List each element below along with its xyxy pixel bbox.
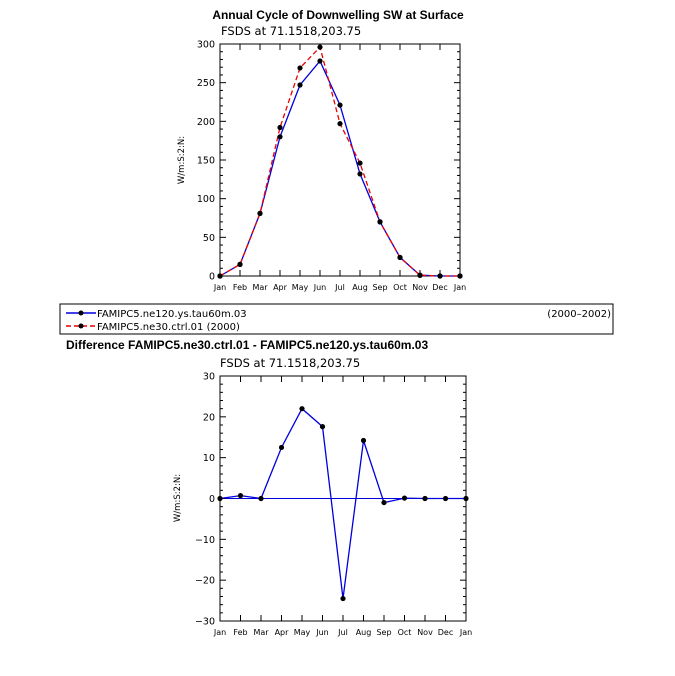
y-tick-label: 300: [196, 39, 215, 51]
legend-marker-2: [79, 324, 84, 329]
chart-marks: [195, 372, 472, 638]
y-tick-label: 100: [196, 194, 215, 206]
legend-entry-1: [66, 309, 611, 320]
y-axis-label: W/m:S:2:N:: [177, 135, 187, 185]
x-tick-label: Jun: [313, 283, 327, 292]
legend-label-1: FAMIPC5.ne120.ys.tau60m.03: [97, 309, 247, 320]
data-point-series-1: [381, 500, 386, 505]
x-tick-label: Sep: [376, 628, 392, 637]
x-tick-label: May: [291, 283, 309, 292]
series-line-1: [220, 61, 460, 276]
data-point-series-1: [317, 58, 322, 63]
x-tick-label: Jul: [338, 628, 348, 637]
data-point-series-1: [299, 406, 304, 411]
data-point-series-2: [357, 160, 362, 165]
y-tick-label: 20: [202, 412, 215, 424]
x-tick-label: Apr: [274, 628, 289, 637]
x-tick-label: Aug: [355, 628, 372, 637]
data-point-series-1: [279, 445, 284, 450]
data-point-series-2: [297, 65, 302, 70]
data-point-series-1: [238, 493, 243, 498]
y-tick-label: 50: [202, 232, 215, 244]
x-tick-label: May: [293, 628, 311, 637]
y-tick-label: −10: [194, 534, 215, 546]
x-tick-label: Jan: [459, 628, 473, 637]
legend-label-2: FAMIPC5.ne30.ctrl.01 (2000): [97, 322, 240, 333]
x-tick-label: Mar: [253, 628, 269, 637]
data-point-series-2: [257, 211, 262, 216]
plot-frame: [220, 44, 460, 276]
chart-subtitle: FSDS at 71.1518,203.75: [220, 356, 361, 370]
x-tick-label: Jun: [316, 628, 329, 637]
chart-marks: [197, 40, 466, 293]
data-point-series-2: [377, 219, 382, 224]
y-tick-label: 0: [208, 271, 215, 283]
x-tick-label: Apr: [273, 283, 287, 292]
data-point-series-1: [277, 134, 282, 139]
y-tick-label: 30: [202, 371, 215, 383]
y-tick-label: 250: [196, 78, 215, 90]
data-point-series-2: [277, 125, 282, 130]
data-point-series-2: [317, 44, 322, 49]
chart-title: Annual Cycle of Downwelling SW at Surface: [212, 8, 464, 22]
y-tick-label: 0: [208, 494, 215, 505]
x-tick-label: Feb: [232, 283, 248, 292]
y-tick-label: −20: [194, 575, 215, 587]
data-point-series-2: [237, 262, 242, 267]
data-point-series-1: [422, 496, 427, 501]
legend: [60, 304, 613, 334]
data-point-series-1: [337, 102, 342, 107]
x-tick-label: Dec: [432, 283, 448, 292]
series-line-1: [220, 409, 466, 599]
x-tick-label: Nov: [417, 628, 433, 637]
x-tick-label: Sep: [372, 283, 388, 292]
x-tick-label: Aug: [352, 283, 368, 292]
chart-subtitle: FSDS at 71.1518,203.75: [221, 24, 362, 38]
data-point-series-1: [320, 424, 325, 429]
annual-cycle-chart: [177, 8, 466, 292]
x-tick-label: Oct: [393, 283, 407, 292]
x-tick-label: Jan: [453, 283, 467, 292]
legend-entry-2: [66, 322, 240, 333]
data-point-series-2: [437, 273, 442, 278]
difference-chart: [66, 338, 472, 637]
data-point-series-2: [397, 255, 402, 260]
data-point-series-1: [463, 496, 468, 501]
x-tick-label: Jan: [213, 628, 227, 637]
data-point-series-1: [258, 496, 263, 501]
data-point-series-2: [417, 273, 422, 278]
data-point-series-1: [361, 438, 366, 443]
x-tick-label: Mar: [252, 283, 268, 292]
data-point-series-1: [217, 496, 222, 501]
y-tick-label: −30: [194, 616, 215, 628]
series-line-2: [220, 47, 460, 276]
legend-period-1: (2000–2002): [547, 309, 611, 320]
chart-title: Difference FAMIPC5.ne30.ctrl.01 - FAMIPC5.ne120.ys.tau60m.03: [66, 338, 429, 352]
x-tick-label: Nov: [412, 283, 428, 292]
data-point-series-1: [340, 596, 345, 601]
data-point-series-1: [443, 496, 448, 501]
y-tick-label: 150: [196, 155, 215, 167]
data-point-series-2: [337, 121, 342, 126]
y-tick-label: 10: [202, 453, 215, 465]
data-point-series-1: [402, 495, 407, 500]
legend-marker-1: [79, 311, 84, 316]
y-tick-label: 200: [196, 116, 215, 128]
x-tick-label: Jan: [213, 283, 227, 292]
data-point-series-2: [457, 273, 462, 278]
data-point-series-1: [297, 82, 302, 87]
x-tick-label: Dec: [437, 628, 454, 637]
x-tick-label: Feb: [233, 628, 248, 637]
x-tick-label: Jul: [335, 283, 345, 292]
data-point-series-1: [357, 171, 362, 176]
data-point-series-2: [217, 273, 222, 278]
y-axis-label: W/m:S:2:N:: [173, 473, 183, 523]
x-tick-label: Oct: [397, 628, 412, 637]
